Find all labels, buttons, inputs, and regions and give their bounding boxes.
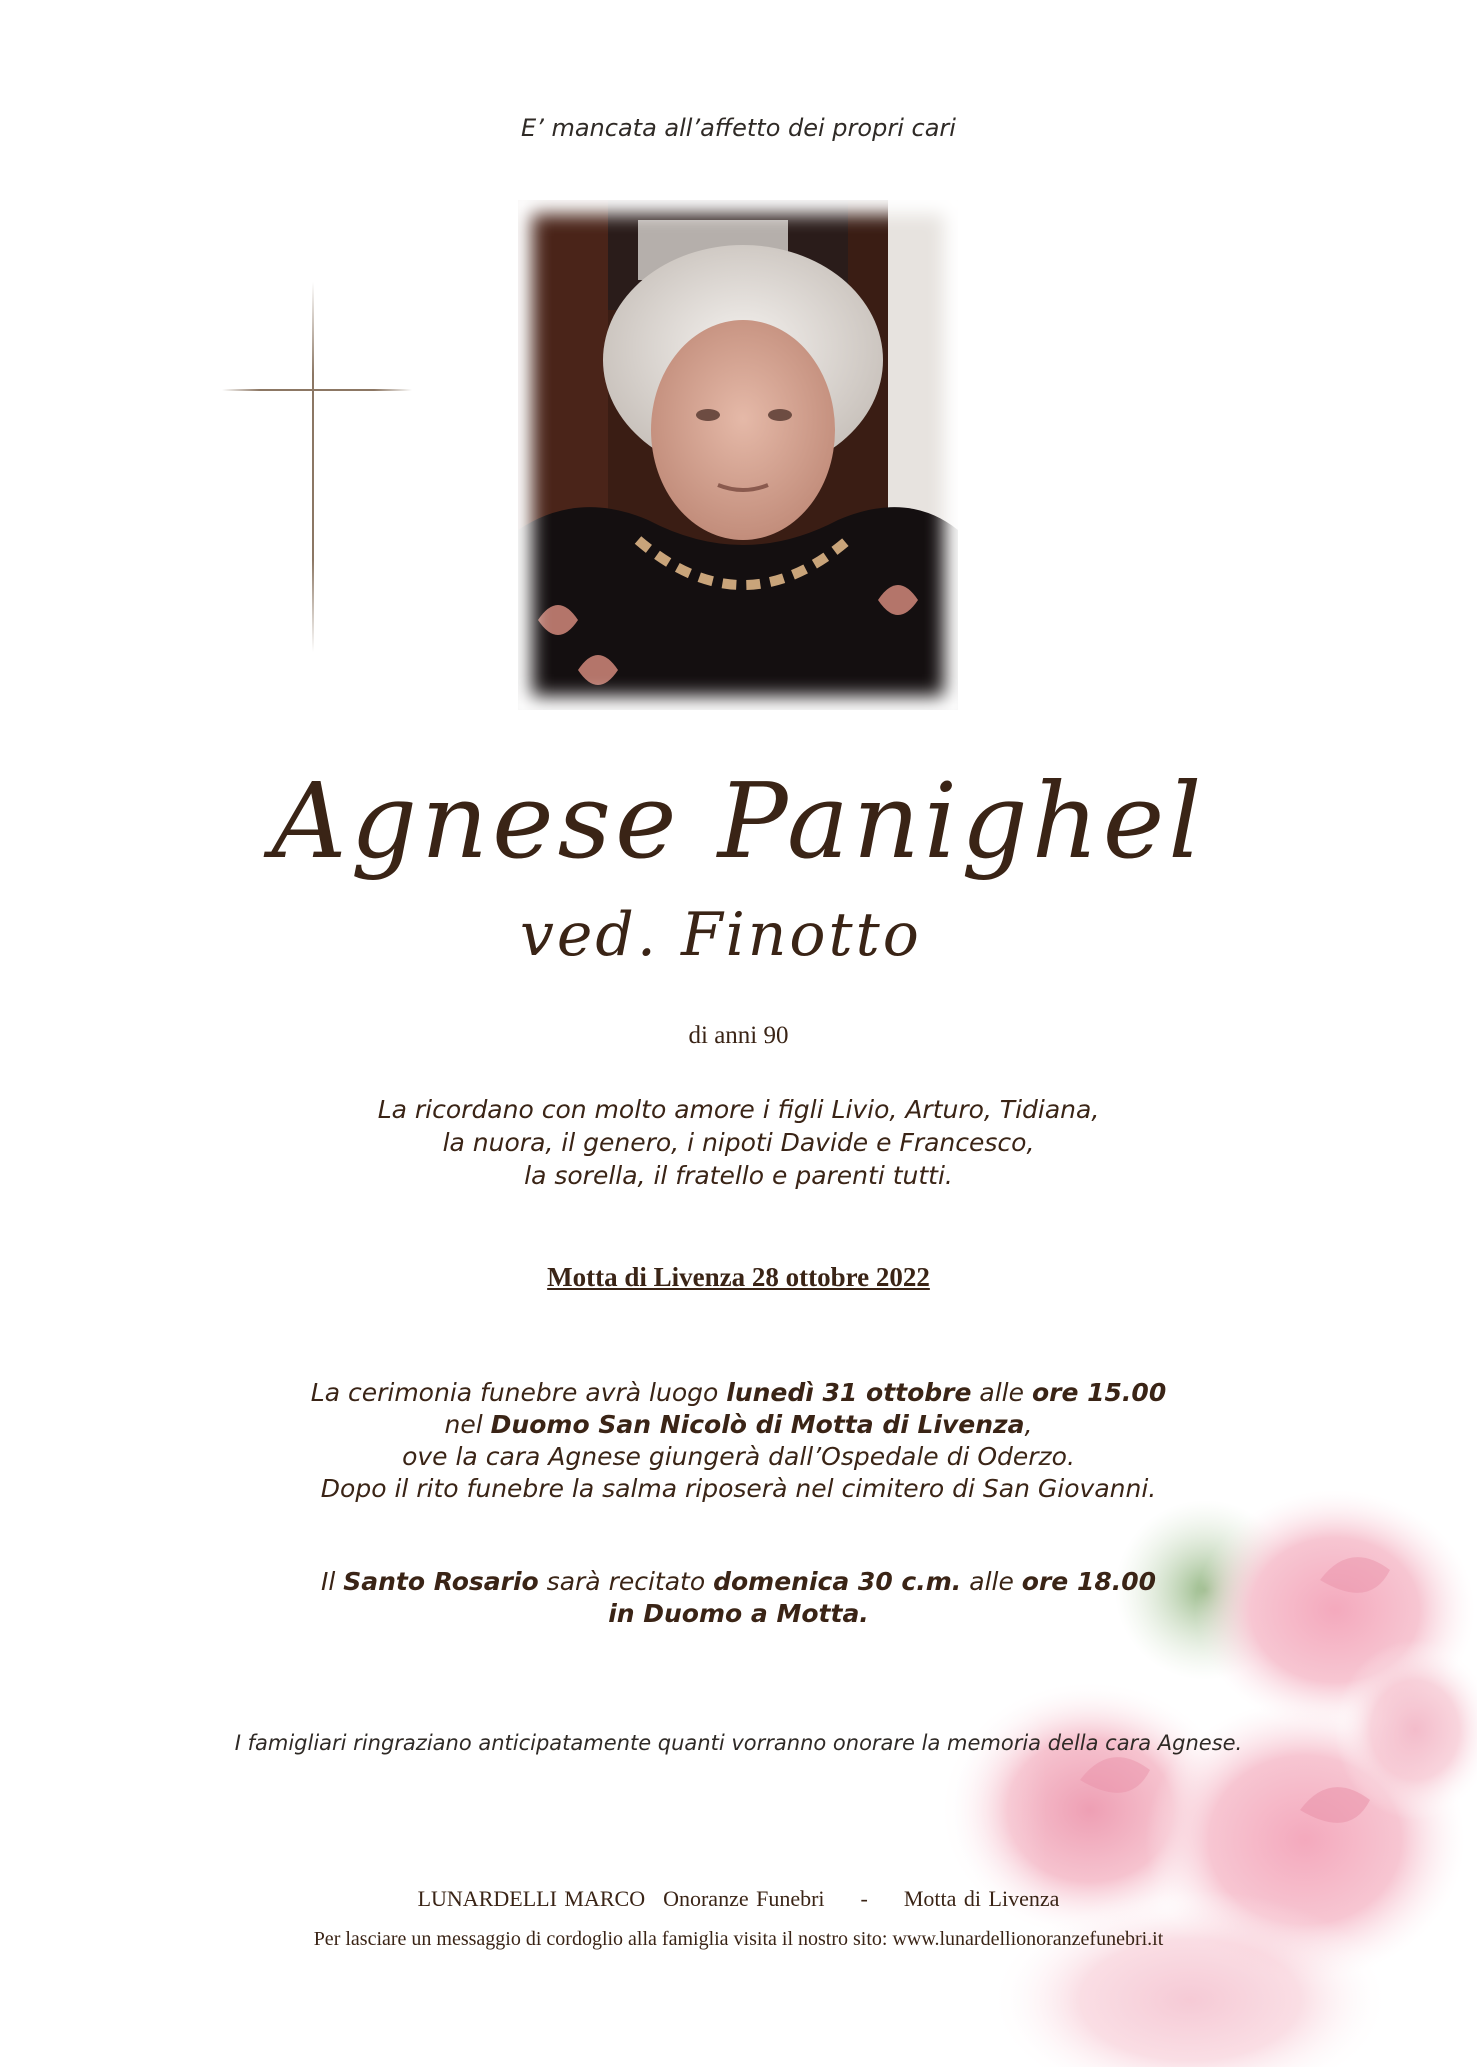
age-text: di anni 90 xyxy=(688,1022,789,1049)
cross-icon xyxy=(312,282,314,652)
place-date xyxy=(0,1262,1477,1293)
footer-separator: - xyxy=(860,1886,868,1911)
deceased-name: Agnese Panighel xyxy=(271,760,1206,882)
rosary-line-2: in Duomo a Motta. xyxy=(608,1599,869,1628)
company-service: Onoranze Funebri xyxy=(663,1886,825,1911)
rosary-line-1: Il Santo Rosario sarà recitato domenica 30 c.m. alle ore 18.00 xyxy=(320,1567,1157,1596)
portrait-photo xyxy=(518,200,958,710)
ceremony-line-1: La cerimonia funebre avrà luogo lunedì 31 ottobre alle ore 15.00 xyxy=(310,1378,1167,1407)
family-text xyxy=(0,1093,1477,1192)
rosary-text xyxy=(0,1566,1477,1630)
ceremony-line-3: ove la cara Agnese giungerà dall’Ospedale di Oderzo. xyxy=(402,1442,1075,1471)
ceremony-text xyxy=(0,1377,1477,1505)
family-line: la sorella, il fratello e parenti tutti. xyxy=(524,1161,953,1190)
company-town: Motta di Livenza xyxy=(903,1886,1060,1911)
footer-company xyxy=(0,1886,1477,1912)
thanks-text: I famigliari ringraziano anticipatamente quanti vorranno onorare la memoria della cara Agnese. xyxy=(234,1731,1243,1755)
cross-icon-bar xyxy=(222,389,412,391)
ceremony-line-4: Dopo il rito funebre la salma riposerà nel cimitero di San Giovanni. xyxy=(320,1474,1157,1503)
widow-of-name: ved. Finotto xyxy=(520,900,922,970)
family-line: la nuora, il genero, i nipoti Davide e Francesco, xyxy=(442,1128,1035,1157)
intro-text: E’ mancata all’affetto dei propri cari xyxy=(521,114,956,142)
ceremony-line-2: nel Duomo San Nicolò di Motta di Livenza, xyxy=(444,1410,1033,1439)
company-name: LUNARDELLI MARCO xyxy=(417,1886,646,1911)
family-line: La ricordano con molto amore i figli Livio, Arturo, Tidiana, xyxy=(377,1095,1100,1124)
footer-message: Per lasciare un messaggio di cordoglio alla famiglia visita il nostro sito: www.lunardellionoranzefunebri.it xyxy=(313,1928,1164,1950)
place-date-text: Motta di Livenza 28 ottobre 2022 xyxy=(547,1262,930,1292)
